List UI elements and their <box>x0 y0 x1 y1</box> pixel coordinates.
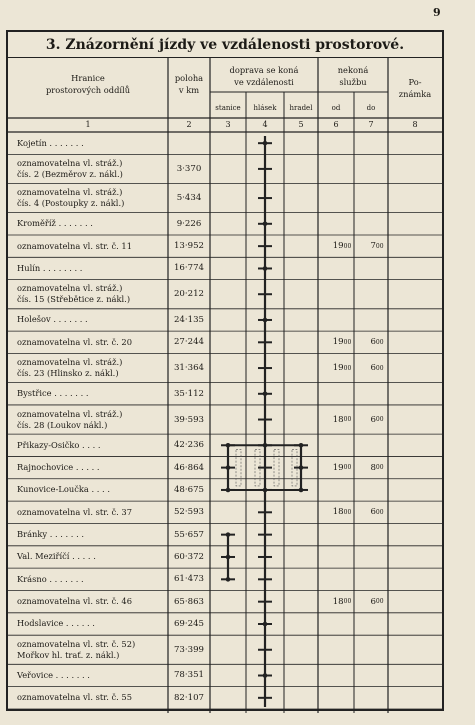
station-name: oznamovatelna vl. stráž.) čís. 28 (Loukov nákl.) <box>17 408 123 430</box>
station-name: Bystřice . . . . . . . <box>17 388 89 399</box>
no-service-to: 6 00 <box>370 414 384 425</box>
station-name: oznamovatelna vl. str. č. 46 <box>17 596 132 607</box>
column-number: 7 <box>368 120 374 129</box>
column-number: 6 <box>333 120 339 129</box>
column-number: 4 <box>262 120 268 129</box>
table-grid-and-diagram <box>8 32 442 713</box>
position-km: 52·593 <box>173 507 205 518</box>
header-col3: stanice <box>215 104 241 112</box>
station-name: Kunovice-Loučka . . . . <box>17 484 110 495</box>
header-col4: hlásek <box>253 104 277 112</box>
column-number: 5 <box>298 120 304 129</box>
header-col1: Hranice prostorových oddílů <box>45 73 131 95</box>
position-km: 3·370 <box>176 163 202 174</box>
station-name: Bránky . . . . . . . <box>17 529 84 540</box>
no-service-to: 6 00 <box>370 596 384 607</box>
position-km: 39·593 <box>173 414 205 425</box>
position-km: 31·364 <box>173 363 205 374</box>
diagram-station-dot <box>263 622 268 627</box>
position-km: 13·952 <box>173 241 205 252</box>
position-km: 60·372 <box>173 551 205 562</box>
no-service-from: 18 00 <box>332 507 352 518</box>
position-km: 48·675 <box>173 484 205 495</box>
position-km: 73·399 <box>173 644 205 655</box>
header-col8: Po- známka <box>398 77 432 99</box>
diagram-station-dot <box>263 391 268 396</box>
header-traffic-group: doprava se koná ve vzdálenosti <box>229 65 299 87</box>
column-number: 1 <box>85 120 91 129</box>
station-name: oznamovatelna vl. str. č. 52) Mořkov hl. trať. z. nákl.) <box>17 638 136 660</box>
position-km: 78·351 <box>173 670 205 681</box>
station-name: oznamovatelna vl. str. č. 55 <box>17 692 132 703</box>
diagram-station-dot <box>263 673 268 678</box>
position-km: 69·245 <box>173 618 205 629</box>
diagram-label <box>236 449 241 486</box>
no-service-to: 8 00 <box>370 462 384 473</box>
station-name: oznamovatelna vl. stráž.) čís. 4 (Postoupky z. nákl.) <box>17 187 125 209</box>
no-service-from: 19 00 <box>332 241 352 252</box>
station-name: Kroměříž . . . . . . . <box>17 218 93 229</box>
header-col2: poloha v km <box>174 73 204 95</box>
station-name: Hulín . . . . . . . . <box>17 262 83 273</box>
position-km: 61·473 <box>173 574 205 585</box>
no-service-to: 7 00 <box>370 241 384 252</box>
station-name: Kojetín . . . . . . . <box>17 137 84 148</box>
diagram-station-dot <box>263 141 268 146</box>
no-service-from: 19 00 <box>332 363 352 374</box>
position-km: 35·112 <box>173 388 205 399</box>
position-km: 16·774 <box>173 263 205 274</box>
no-service-from: 18 00 <box>332 596 352 607</box>
station-name: Krásno . . . . . . . <box>17 573 84 584</box>
position-km: 20·212 <box>173 289 205 300</box>
diagram-station-dot <box>263 266 268 271</box>
station-name: oznamovatelna vl. stráž.) čís. 2 (Bezměrov z. nákl.) <box>17 157 123 179</box>
position-km: 5·434 <box>176 193 202 204</box>
station-name: Přikazy-Osičko . . . . <box>17 439 101 450</box>
station-name: Hodslavice . . . . . . <box>17 618 95 629</box>
header-col5: hradel <box>289 104 313 112</box>
column-number: 3 <box>225 120 231 129</box>
position-km: 9·226 <box>176 218 202 229</box>
station-name: Veřovice . . . . . . . <box>17 669 90 680</box>
diagram-label <box>274 449 279 486</box>
table-title: 3. Znázornění jízdy ve vzdálenosti prostorové. <box>8 32 442 58</box>
page-number: 9 <box>433 6 441 19</box>
position-km: 27·244 <box>173 337 205 348</box>
diagram-station-dot <box>263 318 268 323</box>
no-service-from: 18 00 <box>332 414 352 425</box>
header-col7: do <box>366 104 376 112</box>
station-name: Val. Meziříčí . . . . . <box>17 551 96 562</box>
station-name: oznamovatelna vl. str. č. 11 <box>17 240 132 251</box>
position-km: 65·863 <box>173 596 205 607</box>
position-km: 46·864 <box>173 462 205 473</box>
position-km: 82·107 <box>173 692 205 703</box>
station-name: oznamovatelna vl. stráž.) čís. 23 (Hlinsko z. nákl.) <box>17 357 123 379</box>
header-no-service: nekoná službu <box>337 65 369 87</box>
no-service-to: 6 00 <box>370 507 384 518</box>
diagram-station-dot <box>263 221 268 226</box>
header-col6: od <box>331 104 341 112</box>
column-number: 8 <box>412 120 418 129</box>
position-km: 24·135 <box>173 314 205 325</box>
no-service-from: 19 00 <box>332 337 352 348</box>
no-service-from: 19 00 <box>332 462 352 473</box>
no-service-to: 6 00 <box>370 337 384 348</box>
station-name: Rajnochovice . . . . . <box>17 462 100 473</box>
station-name: oznamovatelna vl. stráž.) čís. 15 (Střebětice z. nákl.) <box>17 283 131 305</box>
no-service-to: 6 00 <box>370 363 384 374</box>
station-name: oznamovatelna vl. str. č. 37 <box>17 506 132 517</box>
position-km: 55·657 <box>173 529 205 540</box>
timetable-table <box>6 30 444 711</box>
column-number: 2 <box>186 120 192 129</box>
position-km: 42·236 <box>173 440 205 451</box>
station-name: oznamovatelna vl. str. č. 20 <box>17 336 132 347</box>
station-name: Holešov . . . . . . . <box>17 314 88 325</box>
